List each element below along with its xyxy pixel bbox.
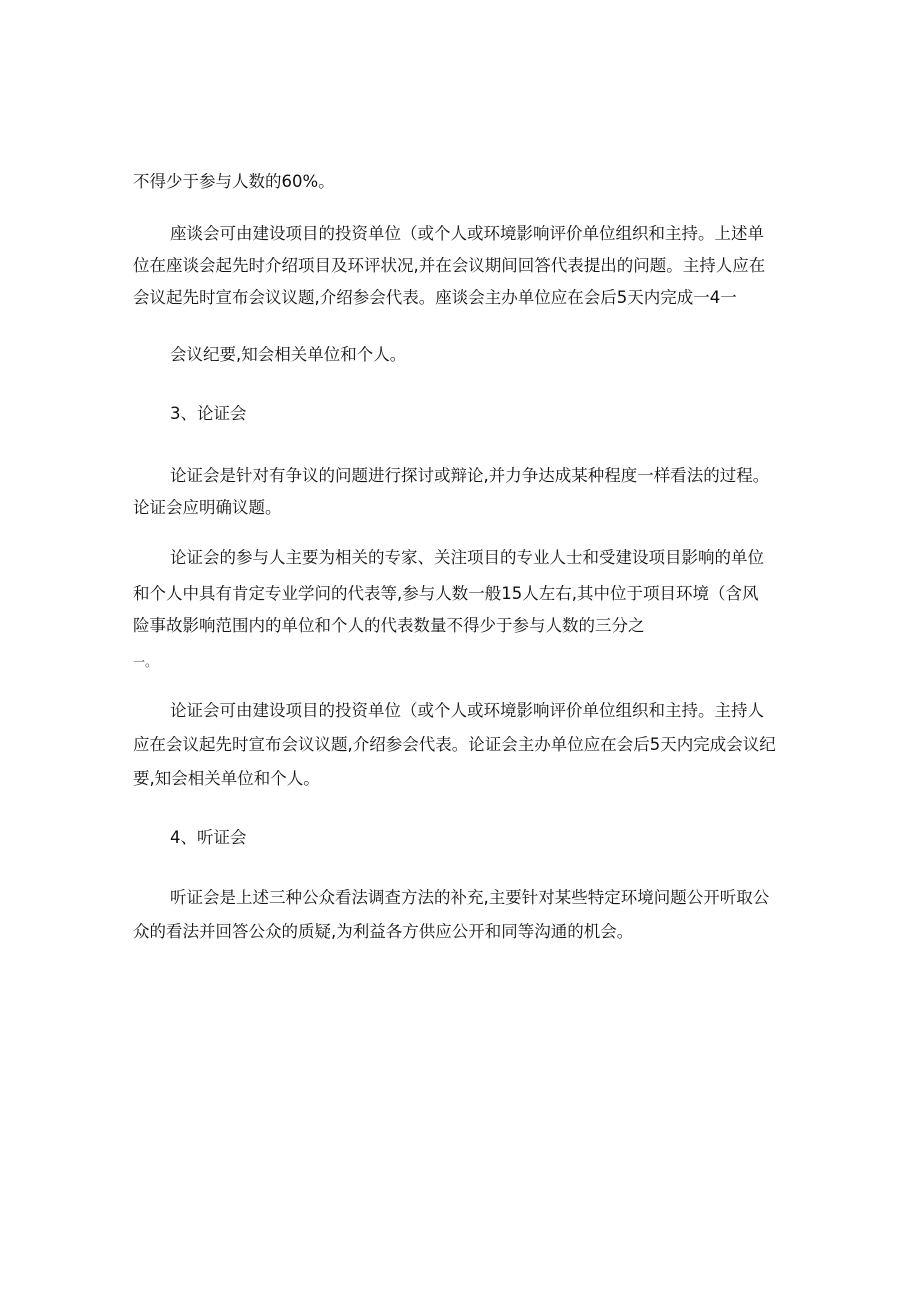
paragraph-line: 不得少于参与人数的60%。 [133, 172, 335, 191]
paragraph-line: 和个人中具有肯定专业学问的代表等,参与人数一般15人左右,其中位于项目环境（含风 [133, 584, 759, 603]
paragraph-line: 众的看法并回答公众的质疑,为利益各方供应公开和同等沟通的机会。 [133, 922, 634, 941]
paragraph-line: 应在会议起先时宣布会议议题,介绍参会代表。论证会主办单位应在会后5天内完成会议纪 [133, 735, 776, 754]
paragraph-line: 一。 [133, 655, 158, 669]
paragraph-line: 险事故影响范围内的单位和个人的代表数量不得少于参与人数的三分之 [133, 616, 645, 635]
paragraph-line: 会议纪要,知会相关单位和个人。 [170, 345, 407, 364]
paragraph-line: 论证会的参与人主要为相关的专家、关注项目的专业人士和受建设项目影响的单位 [170, 548, 764, 567]
paragraph-line: 听证会是上述三种公众看法调查方法的补充,主要针对某些特定环境问题公开听取公 [170, 888, 770, 907]
paragraph-line: 要,知会相关单位和个人。 [133, 769, 320, 788]
paragraph-line: 座谈会可由建设项目的投资单位（或个人或环境影响评价单位组织和主持。上述单 [170, 224, 764, 243]
paragraph-line: 论证会是针对有争议的问题进行探讨或辩论,并力争达成某种程度一样看法的过程。 [170, 466, 770, 485]
section-heading: 4、听证会 [170, 828, 247, 847]
paragraph-line: 位在座谈会起先时介绍项目及环评状况,并在会议期间回答代表提出的问题。主持人应在 [133, 256, 766, 275]
paragraph-line: 论证会应明确议题。 [133, 498, 282, 517]
paragraph-line: 会议起先时宣布会议议题,介绍参会代表。座谈会主办单位应在会后5天内完成一4一 [133, 288, 737, 307]
section-heading: 3、论证会 [170, 404, 247, 423]
paragraph-line: 论证会可由建设项目的投资单位（或个人或环境影响评价单位组织和主持。主持人 [170, 701, 764, 720]
